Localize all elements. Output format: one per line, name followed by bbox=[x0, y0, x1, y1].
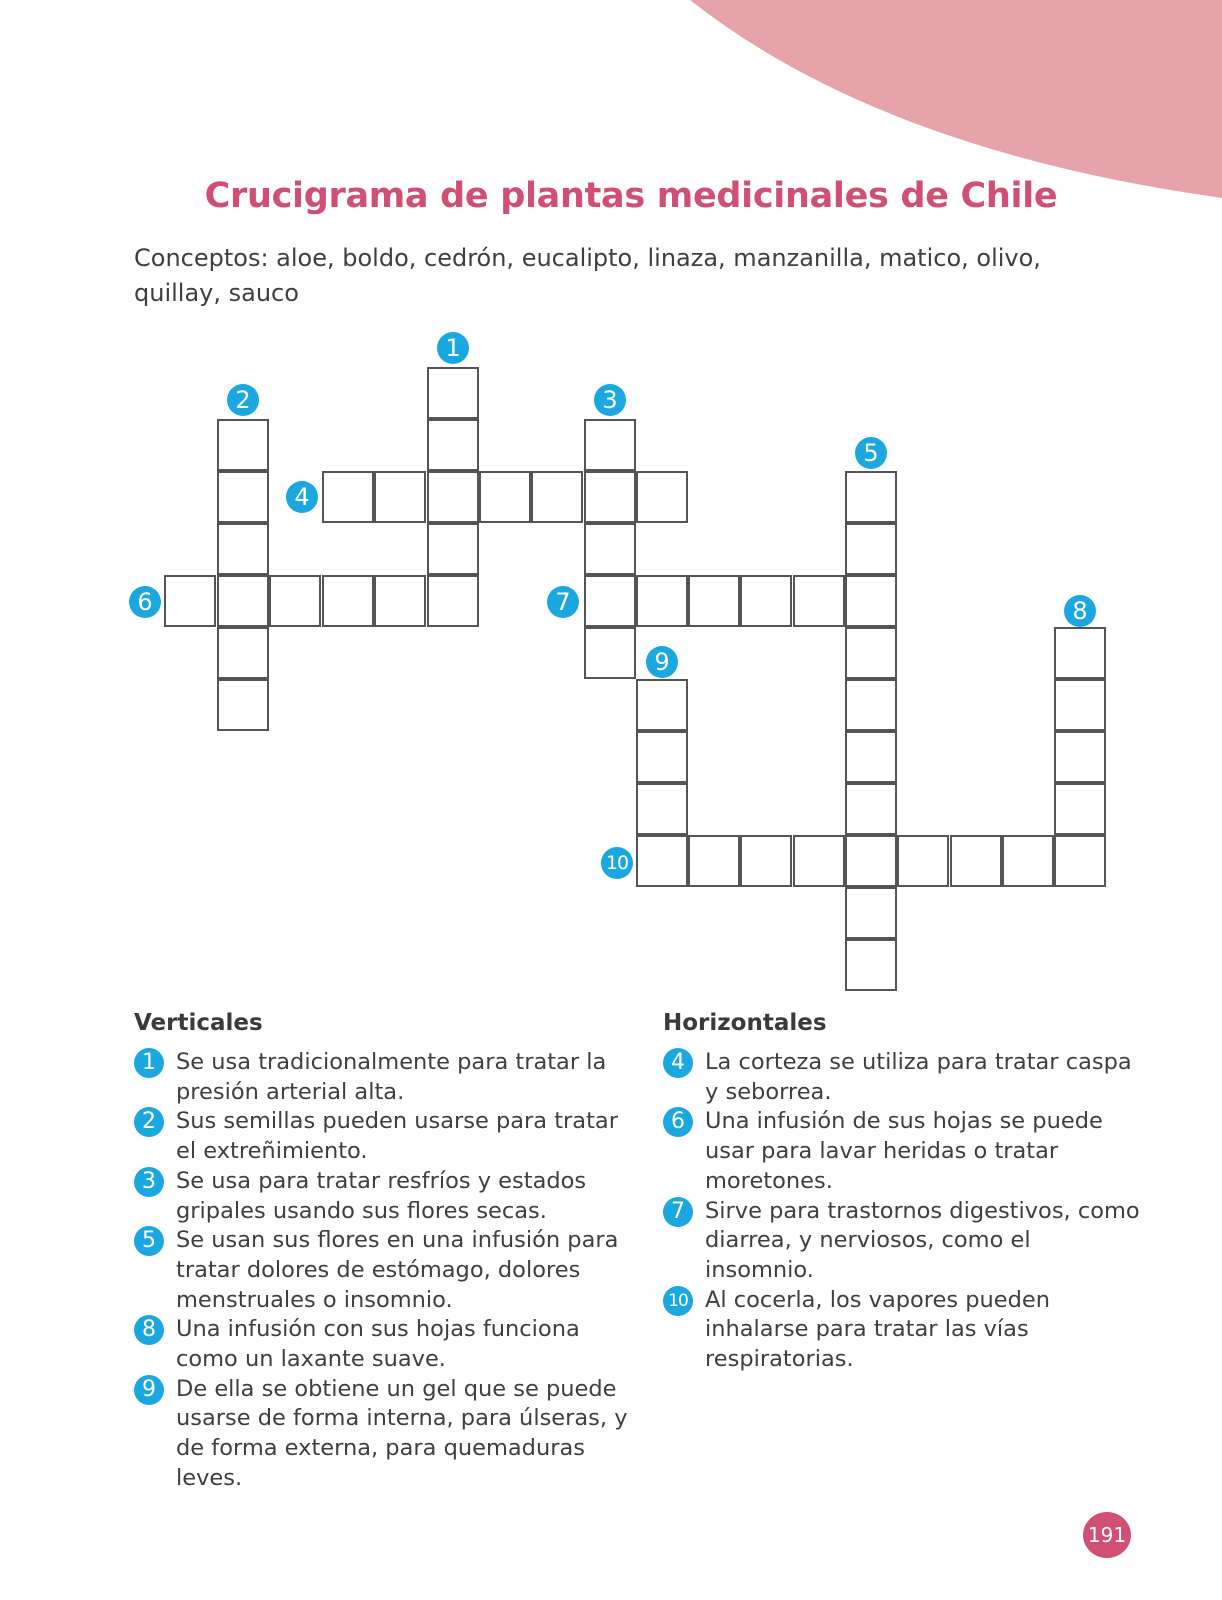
crossword-cell[interactable] bbox=[636, 471, 688, 523]
crossword-cell[interactable] bbox=[845, 575, 897, 627]
crossword-cell[interactable] bbox=[322, 471, 374, 523]
clue-number-badge: 9 bbox=[646, 646, 678, 678]
crossword-cell[interactable] bbox=[636, 835, 688, 887]
crossword-cell[interactable] bbox=[845, 783, 897, 835]
clue-text: La corteza se utiliza para tratar caspa y seborrea. bbox=[705, 1049, 1132, 1105]
crossword-cell[interactable] bbox=[636, 783, 688, 835]
clue-item bbox=[134, 1167, 644, 1226]
crossword-cell[interactable] bbox=[584, 575, 636, 627]
crossword-cell[interactable] bbox=[740, 575, 792, 627]
crossword-cell[interactable] bbox=[1054, 679, 1106, 731]
crossword-cell[interactable] bbox=[584, 471, 636, 523]
clue-text: Sirve para trastornos digestivos, como diarrea, y nerviosos, como el insomnio. bbox=[705, 1197, 1140, 1283]
clue-number-badge: 10 bbox=[601, 847, 633, 879]
crossword-cell[interactable] bbox=[1054, 835, 1106, 887]
clue-number-badge: 7 bbox=[663, 1197, 693, 1227]
clue-item bbox=[134, 1048, 644, 1107]
crossword-cell[interactable] bbox=[584, 523, 636, 575]
page-title: Crucigrama de plantas medicinales de Chile bbox=[204, 176, 1058, 216]
clue-number-badge: 2 bbox=[134, 1107, 164, 1137]
clue-number-badge: 1 bbox=[437, 332, 469, 364]
clue-item bbox=[663, 1286, 1143, 1375]
clue-number-badge: 10 bbox=[663, 1286, 693, 1316]
crossword-cell[interactable] bbox=[479, 471, 531, 523]
crossword-cell[interactable] bbox=[636, 575, 688, 627]
verticales-column bbox=[134, 1010, 644, 1494]
clue-number-badge: 4 bbox=[286, 481, 318, 513]
clue-item bbox=[134, 1315, 644, 1374]
clue-number-badge: 3 bbox=[134, 1167, 164, 1197]
crossword-cell[interactable] bbox=[427, 419, 479, 471]
clue-item bbox=[663, 1048, 1143, 1107]
crossword-cell[interactable] bbox=[1054, 783, 1106, 835]
crossword-cell[interactable] bbox=[427, 523, 479, 575]
crossword-cell[interactable] bbox=[1054, 731, 1106, 783]
clue-number-badge: 1 bbox=[134, 1048, 164, 1078]
crossword-cell[interactable] bbox=[845, 523, 897, 575]
crossword-cell[interactable] bbox=[636, 731, 688, 783]
crossword-cell[interactable] bbox=[427, 575, 479, 627]
clue-number-badge: 8 bbox=[134, 1315, 164, 1345]
concepts-list: Conceptos: aloe, boldo, cedrón, eucalipto, linaza, manzanilla, matico, olivo, quillay, sauco bbox=[134, 244, 1041, 307]
clue-number-badge: 8 bbox=[1064, 595, 1096, 627]
crossword-cell[interactable] bbox=[845, 939, 897, 991]
crossword-cell[interactable] bbox=[1002, 835, 1054, 887]
crossword-cell[interactable] bbox=[793, 575, 845, 627]
crossword-cell[interactable] bbox=[584, 419, 636, 471]
clue-number-badge: 5 bbox=[134, 1226, 164, 1256]
crossword-cell[interactable] bbox=[740, 835, 792, 887]
clue-number-badge: 7 bbox=[547, 586, 579, 618]
verticales-heading: Verticales bbox=[134, 1010, 263, 1036]
crossword-cell[interactable] bbox=[374, 471, 426, 523]
crossword-cell[interactable] bbox=[688, 575, 740, 627]
clue-number-badge: 3 bbox=[594, 384, 626, 416]
clue-text: Al cocerla, los vapores pueden inhalarse para tratar las vías respiratorias. bbox=[705, 1286, 1051, 1373]
clue-item bbox=[134, 1226, 644, 1315]
horizontales-column bbox=[663, 1010, 1143, 1375]
clue-text: De ella se obtiene un gel que se puede usarse de forma interna, para úlseras, y de forma externa, para quemaduras leves. bbox=[176, 1375, 628, 1491]
page-number-badge: 191 bbox=[1083, 1512, 1131, 1558]
clue-number-badge: 6 bbox=[663, 1107, 693, 1137]
clue-item bbox=[134, 1375, 644, 1494]
crossword-cell[interactable] bbox=[217, 679, 269, 731]
clue-item bbox=[663, 1107, 1143, 1196]
clue-text: Sus semillas pueden usarse para tratar el extreñimiento. bbox=[176, 1108, 618, 1165]
clue-item bbox=[134, 1107, 644, 1166]
clue-text: Se usan sus flores en una infusión para tratar dolores de estómago, dolores menstruales o insomnio. bbox=[176, 1227, 619, 1313]
clue-number-badge: 6 bbox=[129, 586, 161, 618]
crossword-cell[interactable] bbox=[269, 575, 321, 627]
crossword-cell[interactable] bbox=[427, 367, 479, 419]
clue-text: Una infusión con sus hojas funciona como un laxante suave. bbox=[176, 1316, 580, 1373]
crossword-cell[interactable] bbox=[164, 575, 216, 627]
clue-number-badge: 5 bbox=[855, 437, 887, 469]
crossword-cell[interactable] bbox=[845, 679, 897, 731]
crossword-cell[interactable] bbox=[374, 575, 426, 627]
crossword-cell[interactable] bbox=[217, 523, 269, 575]
crossword-cell[interactable] bbox=[845, 835, 897, 887]
crossword-cell[interactable] bbox=[950, 835, 1002, 887]
crossword-cell[interactable] bbox=[531, 471, 583, 523]
crossword-cell[interactable] bbox=[322, 575, 374, 627]
crossword-cell[interactable] bbox=[217, 627, 269, 679]
crossword-cell[interactable] bbox=[845, 627, 897, 679]
crossword-cell[interactable] bbox=[845, 731, 897, 783]
crossword-cell[interactable] bbox=[845, 887, 897, 939]
crossword-cell[interactable] bbox=[217, 575, 269, 627]
crossword-cell[interactable] bbox=[427, 471, 479, 523]
crossword-cell[interactable] bbox=[793, 835, 845, 887]
crossword-cell[interactable] bbox=[1054, 627, 1106, 679]
clue-text: Se usa para tratar resfríos y estados gripales usando sus flores secas. bbox=[176, 1167, 587, 1224]
crossword-cell[interactable] bbox=[636, 679, 688, 731]
crossword-cell[interactable] bbox=[688, 835, 740, 887]
crossword-cell[interactable] bbox=[897, 835, 949, 887]
crossword-cell[interactable] bbox=[845, 471, 897, 523]
crossword-cell[interactable] bbox=[217, 419, 269, 471]
clue-item bbox=[663, 1197, 1143, 1286]
crossword-cell[interactable] bbox=[584, 627, 636, 679]
clue-number-badge: 2 bbox=[227, 384, 259, 416]
clue-number-badge: 4 bbox=[663, 1048, 693, 1078]
clue-number-badge: 9 bbox=[134, 1375, 164, 1405]
clue-text: Una infusión de sus hojas se puede usar para lavar heridas o tratar moretones. bbox=[705, 1108, 1103, 1194]
clue-text: Se usa tradicionalmente para tratar la presión arterial alta. bbox=[176, 1049, 607, 1105]
crossword-cell[interactable] bbox=[217, 471, 269, 523]
horizontales-heading: Horizontales bbox=[663, 1010, 827, 1036]
